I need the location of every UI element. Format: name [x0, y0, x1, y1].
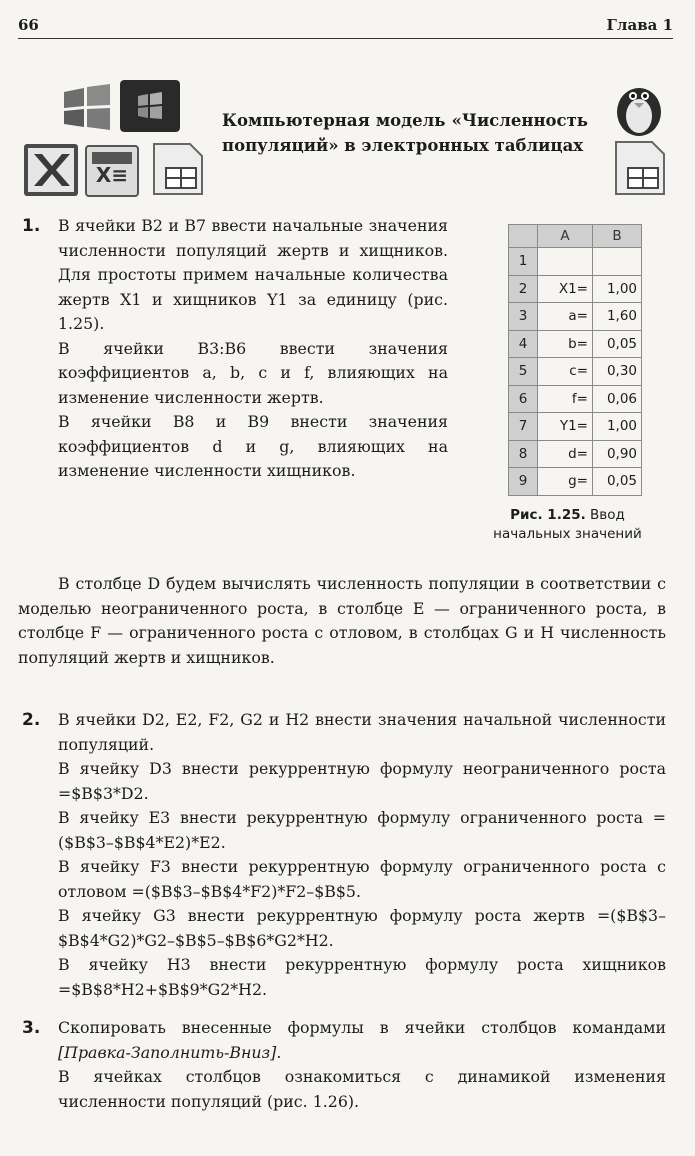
software-icons-right [604, 78, 674, 208]
calc-spreadsheet-icon [84, 144, 140, 198]
sheet-row [509, 303, 642, 331]
cell-b: 0,90 [593, 440, 642, 468]
excel-icon [22, 142, 80, 198]
step-3-paragraph-1 [58, 1016, 666, 1065]
sheet-row [509, 468, 642, 496]
step-3-text-start: Скопировать внесенные формулы в ячейки столбцов командами [58, 1018, 666, 1037]
row-number: 4 [509, 330, 538, 358]
section-title: Компьютерная модель «Численность популяций» в электронных таблицах [222, 111, 588, 155]
cell-b: 0,30 [593, 358, 642, 386]
step-1-number: 1. [22, 216, 41, 236]
cell-a: X1= [538, 275, 593, 303]
cell-b: 0,05 [593, 468, 642, 496]
windows-logo-icon [60, 84, 114, 130]
step-2-line: В ячейку H3 внести рекуррентную формулу роста хищников =$B$8*H2+$B$9*G2*H2. [58, 955, 666, 999]
sheet-row [509, 413, 642, 441]
cell-a: d= [538, 440, 593, 468]
cell-a: a= [538, 303, 593, 331]
sheet-row [509, 330, 642, 358]
row-number: 3 [509, 303, 538, 331]
step-2-text [58, 708, 666, 1002]
step-2-line: В ячейку E3 внести рекуррентную формулу ограниченного роста =($B$3–$B$4*E2)*E2. [58, 808, 666, 852]
row-number: 5 [509, 358, 538, 386]
row-number: 1 [509, 248, 538, 276]
page-number: 66 [18, 16, 39, 34]
caption-text: Ввод начальных значений [493, 507, 642, 542]
step-1-text [58, 214, 448, 484]
spreadsheet-icon-right [608, 138, 670, 198]
cell-a [538, 248, 593, 276]
row-number: 6 [509, 385, 538, 413]
step-1-paragraph-3: В ячейки B8 и B9 внести значения коэффициентов d и g, влияющих на изменение численности хищников. [58, 412, 448, 480]
sheet-row [509, 275, 642, 303]
spreadsheet-icon [146, 140, 208, 198]
sheet-row [509, 440, 642, 468]
step-2-number: 2. [22, 710, 41, 730]
row-number: 9 [509, 468, 538, 496]
step-2-line: В ячейку D3 внести рекуррентную формулу неограниченного роста =$B$3*D2. [58, 759, 666, 803]
svg-text:X≡: X≡ [95, 163, 129, 187]
cell-b: 1,00 [593, 413, 642, 441]
sheet-header-row [509, 225, 642, 248]
cell-b: 1,60 [593, 303, 642, 331]
sheet-row [509, 358, 642, 386]
step-2-line: В ячейку G3 внести рекуррентную формулу роста жертв =($B$3–$B$4*G2)*G2–$B$5–$B$6*G2*H2. [58, 906, 666, 950]
step-1-paragraph-1: В ячейки B2 и B7 ввести начальные значения численности популяций жертв и хищников. Для простоты примем начальные количества жертв X1 и хищников Y1 за единицу (рис. 1.25). [58, 216, 448, 333]
step-3-text [58, 1016, 666, 1114]
cell-a: Y1= [538, 413, 593, 441]
cell-b: 0,06 [593, 385, 642, 413]
sheet-corner-cell [509, 225, 538, 248]
caption-label: Рис. 1.25. [510, 507, 586, 523]
windows-dark-logo-icon [120, 80, 180, 132]
cell-b: 1,00 [593, 275, 642, 303]
sheet-row [509, 248, 642, 276]
cell-a: g= [538, 468, 593, 496]
cell-b [593, 248, 642, 276]
row-number: 8 [509, 440, 538, 468]
step-1-paragraph-2: В ячейки B3:B6 ввести значения коэффициентов a, b, c и f, влияющих на изменение численности жертв. [58, 338, 448, 407]
figure-caption [470, 506, 665, 544]
row-number: 7 [509, 413, 538, 441]
spreadsheet-figure [508, 224, 642, 496]
cell-b: 0,05 [593, 330, 642, 358]
chapter-title: Глава 1 [606, 16, 673, 34]
step-2-line: В ячейки D2, E2, F2, G2 и H2 внести значения начальной численности популяций. [58, 710, 666, 754]
step-3-text-end: . [276, 1042, 282, 1062]
sheet-row [509, 385, 642, 413]
step-3-paragraph-2: В ячейках столбцов ознакомиться с динамикой изменения численности популяций (рис. 1.26). [58, 1067, 666, 1111]
cell-a: b= [538, 330, 593, 358]
linux-penguin-icon [610, 78, 668, 138]
step-2-line: В ячейку F3 внести рекуррентную формулу ограниченного роста с отловом =($B$3–$B$4*F2)*F2–$B$5. [58, 857, 666, 901]
cell-a: c= [538, 358, 593, 386]
row-number: 2 [509, 275, 538, 303]
cell-a: f= [538, 385, 593, 413]
page-header [18, 12, 673, 39]
sheet-col-header-a: A [538, 225, 593, 248]
menu-command: [Правка-Заполнить-Вниз] [58, 1042, 277, 1062]
step-3-number: 3. [22, 1018, 41, 1038]
sheet-col-header-b: B [593, 225, 642, 248]
body-paragraph: В столбце D будем вычислять численность популяции в соответствии с моделью неограниченного роста, в столбце E — ограниченного роста, в столбце F — ограниченного роста с отловом, в столбцах G и H численность популяций жертв и хищников. [18, 574, 666, 667]
software-icons-left [22, 80, 212, 200]
